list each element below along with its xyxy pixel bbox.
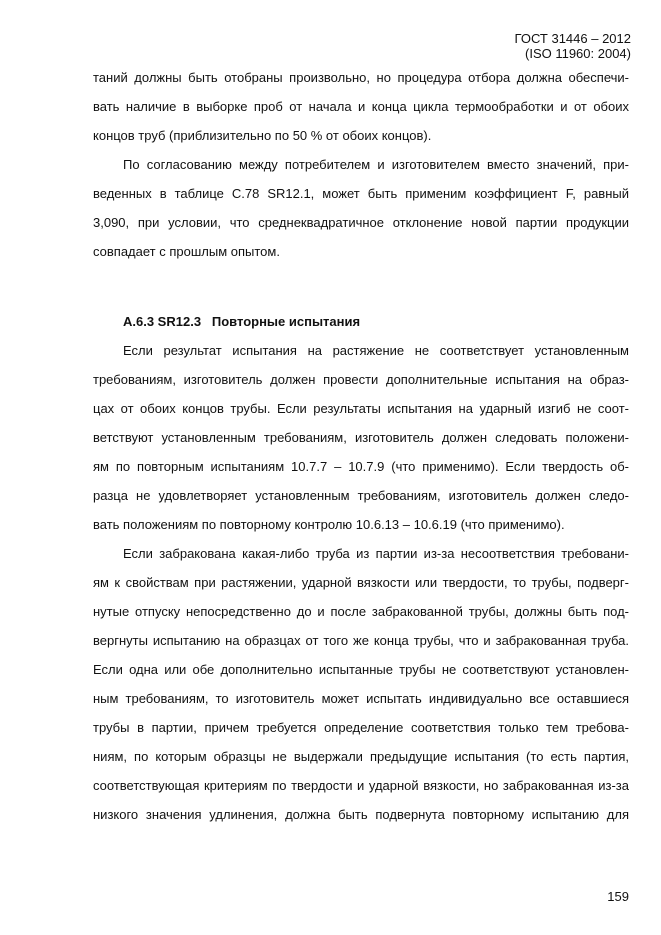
text-line: 3,090, при условии, что среднеквадратичное отклонение новой партии продукции bbox=[93, 215, 629, 230]
paragraph-agreement bbox=[93, 150, 629, 266]
section-heading bbox=[93, 307, 629, 336]
text-line: соответствующая критериям по твердости и ударной вязкости, но забракованная из-за bbox=[93, 778, 629, 793]
text-line: цах от обоих концов трубы. Если результаты испытания на ударный изгиб не соот- bbox=[93, 401, 629, 416]
section-number: А.6.3 SR12.3 bbox=[123, 314, 202, 329]
text-line: ям к свойствам при растяжении, ударной вязкости или твердости, то трубы, подверг- bbox=[93, 575, 629, 590]
page-header bbox=[431, 31, 631, 61]
text-line: ветствуют установленным требованиям, изготовитель должен следовать положени- bbox=[93, 430, 629, 445]
text-line: трубы в партии, причем требуется определение соответствия только тем требова- bbox=[93, 720, 629, 735]
text-line: ниям, по которым образцы не выдержали предыдущие испытания (то есть партия, bbox=[93, 749, 629, 764]
iso-equivalent: (ISO 11960: 2004) bbox=[525, 46, 631, 61]
page-number: 159 bbox=[607, 889, 629, 904]
paragraph-continuation bbox=[93, 63, 629, 150]
text-line: совпадает с прошлым опытом. bbox=[93, 244, 280, 259]
text-line: По согласованию между потребителем и изготовителем вместо значений, при- bbox=[123, 157, 629, 172]
spacer bbox=[93, 266, 629, 307]
text-line: ным требованиям, то изготовитель может испытать индивидуально все оставшиеся bbox=[93, 691, 629, 706]
section-title: Повторные испытания bbox=[211, 314, 361, 329]
text-line: таний должны быть отобраны произвольно, но процедура отбора должна обеспечи- bbox=[93, 70, 629, 85]
paragraph-rejected-pipe bbox=[93, 539, 629, 829]
body-text bbox=[93, 63, 629, 829]
text-line: концов труб (приблизительно по 50 % от обоих концов). bbox=[93, 128, 432, 143]
text-line: нутые отпуску непосредственно до и после забракованной трубы, должны быть под- bbox=[93, 604, 629, 619]
text-line: Если результат испытания на растяжение не соответствует установленным bbox=[123, 343, 629, 358]
text-line: вергнуты испытанию на образцах от того же конца трубы, что и забракованная труба. bbox=[93, 633, 629, 648]
paragraph-retest-results bbox=[93, 336, 629, 539]
text-line: низкого значения удлинения, должна быть подвернута повторному испытанию для bbox=[93, 807, 629, 822]
text-line: вать наличие в выборке проб от начала и конца цикла термообработки и от обоих bbox=[93, 99, 629, 114]
text-line: разца не удовлетворяет установленным требованиям, изготовитель должен следо- bbox=[93, 488, 629, 503]
text-line: Если одна или обе дополнительно испытанные трубы не соответствуют установлен- bbox=[93, 662, 629, 677]
text-line: веденных в таблице С.78 SR12.1, может быть применим коэффициент F, равный bbox=[93, 186, 629, 201]
text-line: ям по повторным испытаниям 10.7.7 – 10.7.9 (что применимо). Если твердость об- bbox=[93, 459, 629, 474]
text-line: требованиям, изготовитель должен провести дополнительные испытания на образ- bbox=[93, 372, 629, 387]
text-line: вать положениям по повторному контролю 10.6.13 – 10.6.19 (что применимо). bbox=[93, 517, 565, 532]
standard-designation: ГОСТ 31446 – 2012 bbox=[514, 31, 631, 46]
text-line: Если забракована какая-либо труба из партии из-за несоответствия требовани- bbox=[123, 546, 629, 561]
